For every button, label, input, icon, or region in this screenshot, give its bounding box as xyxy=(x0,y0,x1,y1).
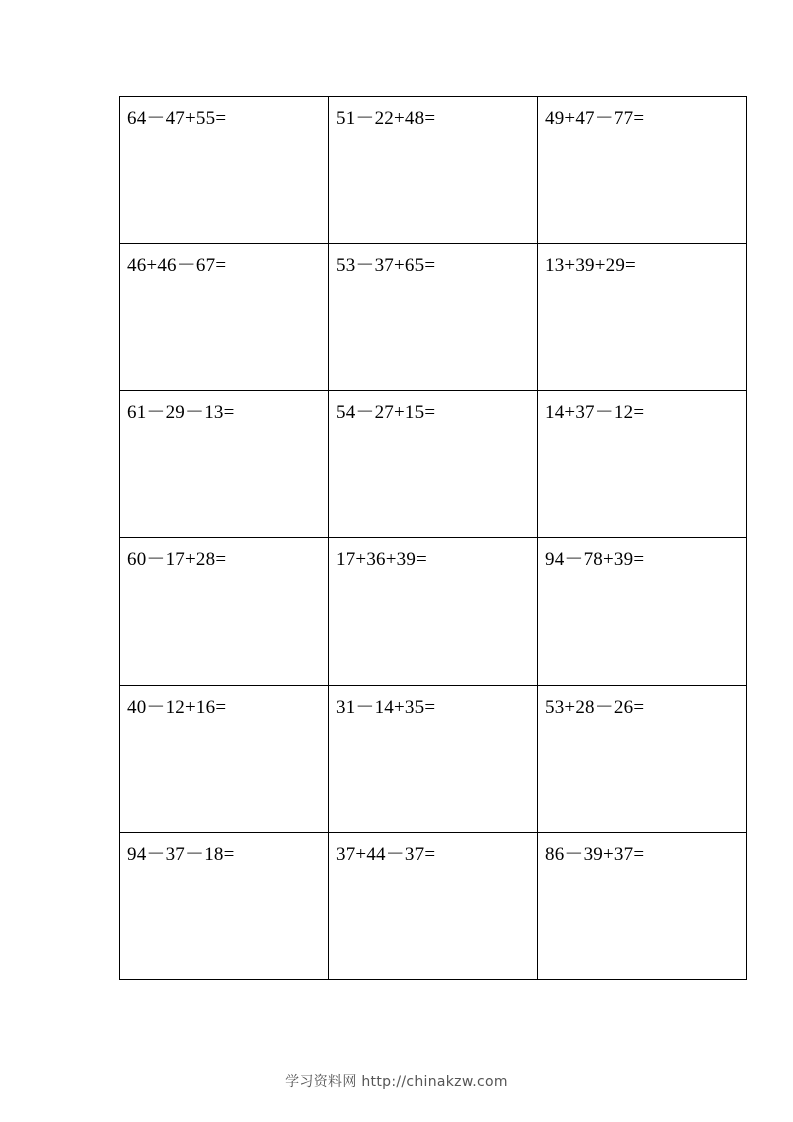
worksheet-row xyxy=(120,391,747,538)
problem-expression: 53+28－26= xyxy=(545,696,645,718)
problem-expression: 31－14+35= xyxy=(336,696,436,718)
problem-expression: 53－37+65= xyxy=(336,255,436,277)
page-footer-watermark: 学习资料网 http://chinakzw.com xyxy=(285,1074,508,1090)
problem-expression: 51－22+48= xyxy=(336,108,436,129)
problem-cell xyxy=(120,244,329,391)
problem-cell xyxy=(538,685,747,832)
worksheet-row xyxy=(120,244,747,391)
problem-expression: 14+37－12= xyxy=(545,402,645,424)
problem-cell xyxy=(329,97,538,244)
problem-expression: 86－39+37= xyxy=(545,843,645,865)
problem-expression: 64－47+55= xyxy=(127,108,227,129)
problem-expression: 61－29－13= xyxy=(127,402,235,424)
problem-cell xyxy=(329,832,538,979)
problem-cell xyxy=(329,538,538,685)
problem-expression: 40－12+16= xyxy=(127,696,227,718)
problem-cell xyxy=(538,244,747,391)
problem-cell xyxy=(120,832,329,979)
worksheet-row xyxy=(120,538,747,685)
problem-expression: 46+46－67= xyxy=(127,255,227,277)
problem-cell xyxy=(120,685,329,832)
worksheet-row xyxy=(120,685,747,832)
arithmetic-worksheet-grid xyxy=(119,96,747,980)
problem-cell xyxy=(120,97,329,244)
worksheet-row xyxy=(120,832,747,979)
problem-cell xyxy=(538,391,747,538)
problem-expression: 49+47－77= xyxy=(545,108,645,129)
problem-expression: 94－78+39= xyxy=(545,549,645,571)
problem-expression: 94－37－18= xyxy=(127,843,235,865)
problem-cell xyxy=(538,538,747,685)
problem-expression: 60－17+28= xyxy=(127,549,227,571)
problem-cell xyxy=(120,538,329,685)
problem-cell xyxy=(329,391,538,538)
problem-cell xyxy=(329,244,538,391)
worksheet-row xyxy=(120,97,747,244)
problem-expression: 13+39+29= xyxy=(545,255,636,277)
problem-cell xyxy=(120,391,329,538)
problem-expression: 37+44－37= xyxy=(336,843,436,865)
problem-cell xyxy=(538,832,747,979)
problem-cell xyxy=(538,97,747,244)
problem-expression: 17+36+39= xyxy=(336,549,427,571)
problem-cell xyxy=(329,685,538,832)
problem-expression: 54－27+15= xyxy=(336,402,436,424)
